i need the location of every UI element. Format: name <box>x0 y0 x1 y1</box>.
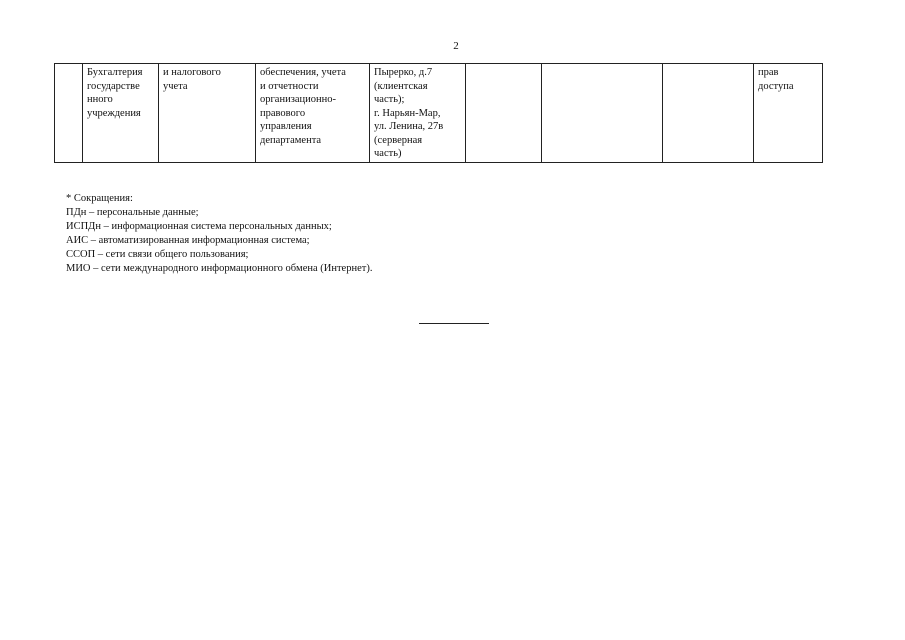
table-cell-system-owner: Бухгалтерия государстве нного учреждения <box>83 64 159 163</box>
table-row <box>55 64 823 163</box>
table-cell-number <box>55 64 83 163</box>
abbreviations-heading: * Сокращения: <box>66 193 133 204</box>
abbreviation-item: МИО – сети международного информационного обмена (Интернет). <box>66 263 373 274</box>
table-cell-responsible-unit: обеспечения, учета и отчетности организационно- правового управления департамента <box>256 64 370 163</box>
table-cell-access-rights: прав доступа <box>754 64 823 163</box>
table-cell-purpose: и налогового учета <box>159 64 256 163</box>
table-cell-empty-2 <box>542 64 663 163</box>
data-table <box>54 63 823 163</box>
abbreviation-item: ИСПДн – информационная система персональных данных; <box>66 221 332 232</box>
table-cell-location: Пырерко, д.7 (клиентская часть); г. Нарьян-Мар, ул. Ленина, 27в (серверная часть) <box>370 64 466 163</box>
abbreviations-footnote <box>66 192 372 276</box>
end-of-document-rule <box>419 323 489 324</box>
table-cell-empty-3 <box>663 64 754 163</box>
table-cell-empty-1 <box>466 64 542 163</box>
abbreviation-item: ССОП – сети связи общего пользования; <box>66 249 249 260</box>
abbreviation-item: АИС – автоматизированная информационная система; <box>66 235 310 246</box>
page-number: 2 <box>453 40 459 52</box>
abbreviation-item: ПДн – персональные данные; <box>66 207 199 218</box>
